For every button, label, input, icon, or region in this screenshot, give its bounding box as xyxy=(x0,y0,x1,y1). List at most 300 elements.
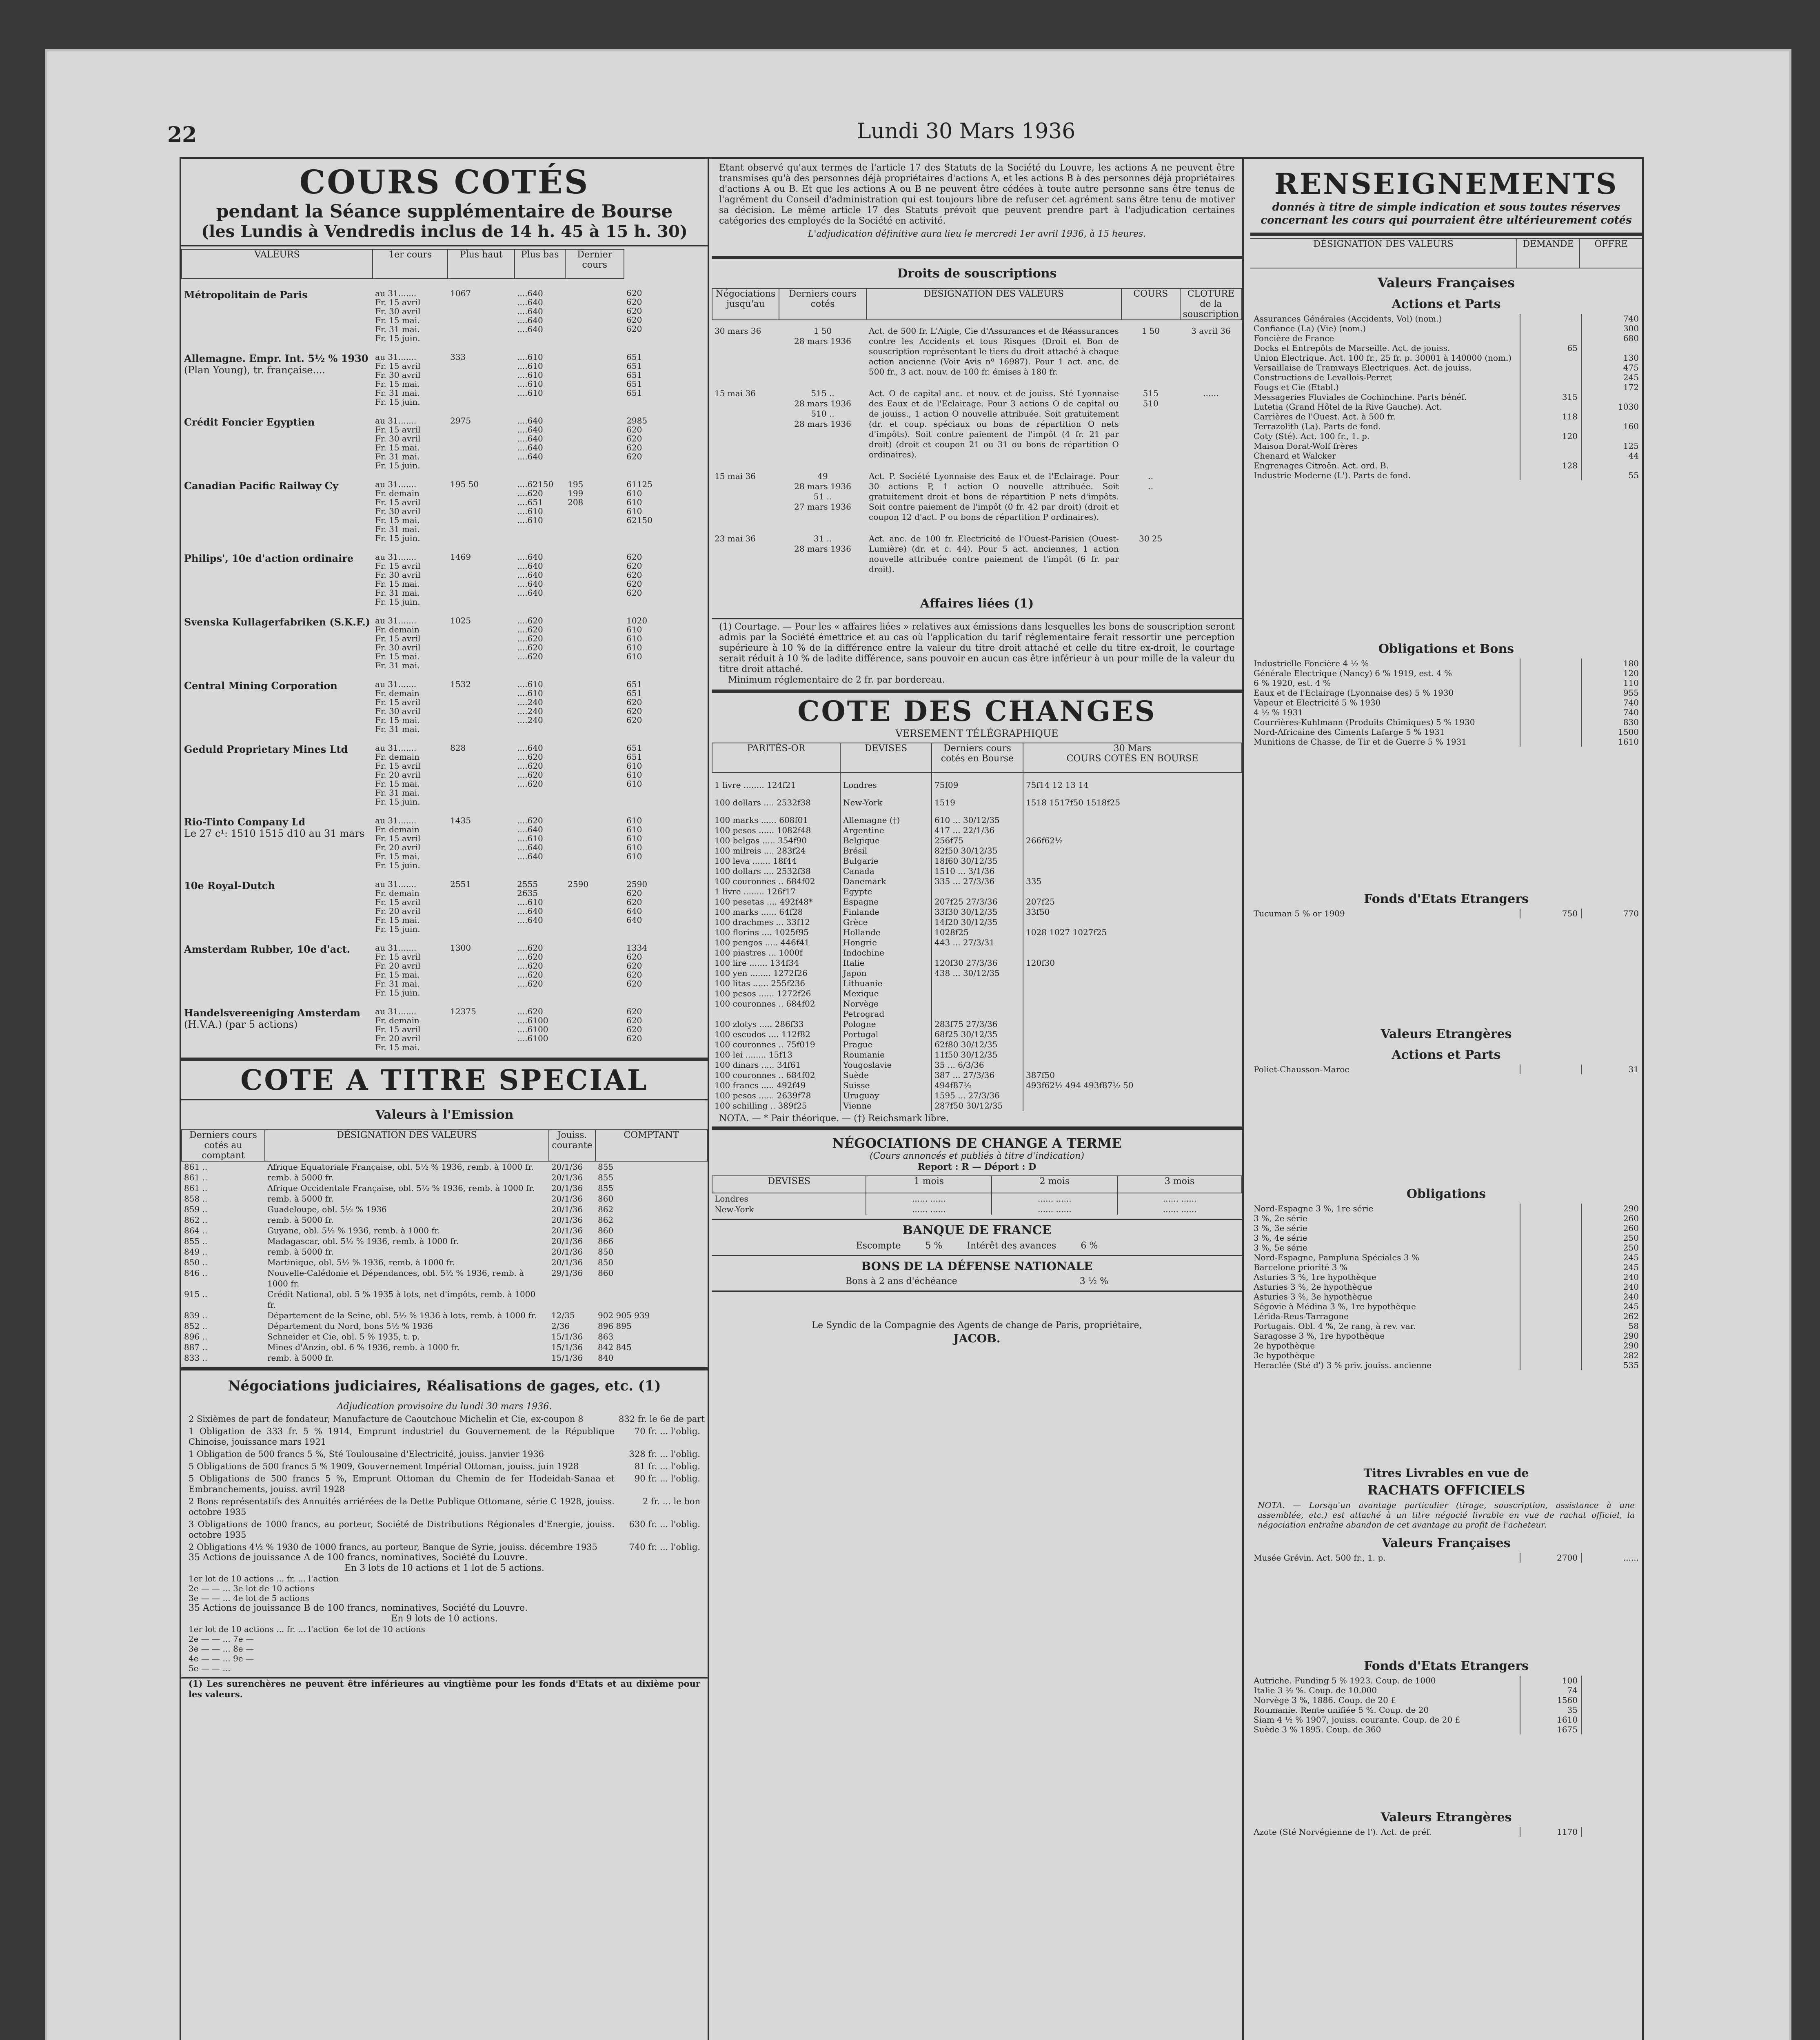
valeur-name: 3 %, 3e série xyxy=(1254,1223,1307,1233)
table-row xyxy=(1250,1213,1642,1223)
cours-c1: 1469 xyxy=(450,552,471,562)
change-parite: 100 belgas ..... 354f90 xyxy=(715,836,807,845)
valeur-name: Lutetia (Grand Hôtel de la Rive Gauche). Act. xyxy=(1254,402,1443,412)
demande-value: 1675 xyxy=(1520,1725,1581,1734)
droits-cours: 49 28 mars 1936 51 .. 27 mars 1936 xyxy=(794,471,851,512)
terme-table xyxy=(712,1175,1242,1215)
lot-line: 2e — — ... 7e — xyxy=(189,1634,254,1644)
change-devise: Canada xyxy=(840,866,932,876)
special-designation: remb. à 5000 fr. xyxy=(267,1194,334,1204)
special-designation: Martinique, obl. 5½ % 1936, remb. à 1000 fr. xyxy=(267,1257,455,1267)
column-changes xyxy=(712,159,1244,2040)
demande-value xyxy=(1520,737,1581,747)
table-row xyxy=(1250,659,1642,668)
change-dernier: 1595 ... 27/3/36 xyxy=(932,1091,1023,1101)
valeur-cell xyxy=(182,343,373,406)
negociations-title: Négociations judiciaires, Réalisations de gages, etc. (1) xyxy=(228,1378,661,1394)
demande-value xyxy=(1520,1064,1581,1074)
demande-value xyxy=(1520,333,1581,343)
special-jouissance: 20/1/36 xyxy=(551,1215,583,1225)
change-cours xyxy=(1023,1009,1242,1019)
special-comptant: 860 xyxy=(598,1194,614,1204)
terme-subtitle: (Cours annoncés et publiés à titre d'indication) xyxy=(870,1151,1084,1161)
valeur-cell xyxy=(182,470,373,543)
change-parite: 100 yen ........ 1272f26 xyxy=(715,968,808,978)
change-dernier xyxy=(932,999,1023,1009)
table-row xyxy=(1250,382,1642,392)
change-parite: 100 couronnes .. 684f02 xyxy=(715,999,815,1009)
special-jouissance: 20/1/36 xyxy=(551,1247,583,1257)
cours-c1: 1300 xyxy=(450,943,471,953)
lot-line: 1er lot de 10 actions ... fr. ... l'action 6e lot de 10 actions xyxy=(189,1624,425,1634)
change-cours xyxy=(1023,1019,1242,1029)
nego-price: 328 fr. ... l'oblig. xyxy=(629,1449,700,1459)
change-devise: Brésil xyxy=(840,846,932,856)
table-row xyxy=(182,1331,707,1342)
terme-header-2mois: 2 mois xyxy=(992,1176,1117,1193)
col-header-designation: DÉSIGNATION DES VALEURS xyxy=(265,1130,549,1161)
change-devise: Uruguay xyxy=(840,1091,932,1101)
table-row xyxy=(1250,1311,1642,1321)
table-row xyxy=(1250,1553,1642,1563)
change-devise: Portugal xyxy=(840,1029,932,1040)
table-row xyxy=(1250,324,1642,333)
demande-value xyxy=(1520,451,1581,461)
table-row xyxy=(1250,688,1642,698)
changes-nota: NOTA. — * Pair théorique. — (†) Reichsmark libre. xyxy=(719,1113,949,1124)
change-devise: Lithuanie xyxy=(840,978,932,989)
cours-c1: 12375 xyxy=(450,1007,476,1016)
cours-c4: 2985 620 620 620 620 xyxy=(626,416,648,461)
valeur-cell xyxy=(182,934,373,997)
offre-value: 120 xyxy=(1581,668,1642,678)
table-row xyxy=(182,1193,707,1204)
valeur-name: Industrielle Foncière 4 ½ % xyxy=(1254,659,1369,668)
table-row xyxy=(712,968,1242,978)
offre-value xyxy=(1581,1695,1642,1705)
special-comptant: 850 xyxy=(598,1247,614,1257)
nego-price: 81 fr. ... l'oblig. xyxy=(634,1461,700,1471)
valeur-name: Eaux et de l'Eclairage (Lyonnaise des) 5 % 1930 xyxy=(1254,688,1454,698)
offre-value: 250 xyxy=(1581,1233,1642,1243)
table-row xyxy=(182,997,708,1052)
special-cours: 896 .. xyxy=(184,1332,208,1342)
change-parite: 100 couronnes .. 684f02 xyxy=(715,1070,815,1080)
special-comptant: 862 xyxy=(598,1204,614,1214)
special-cours: 850 .. xyxy=(184,1257,208,1267)
valeur-name: Engrenages Citroën. Act. ord. B. xyxy=(1254,461,1389,470)
valeur-cell xyxy=(182,279,373,343)
renseignements-body xyxy=(1250,275,1642,1837)
cours-c1: 2551 xyxy=(450,879,471,889)
offre-value: 680 xyxy=(1581,333,1642,343)
col-header-comptant: COMPTANT xyxy=(595,1130,707,1161)
table-row xyxy=(712,927,1242,938)
minimum-note: Minimum réglementaire de 2 fr. par bordereau. xyxy=(728,675,945,685)
page-number: 22 xyxy=(167,122,197,147)
special-comptant: 896 895 xyxy=(598,1321,632,1331)
change-devise: Finlande xyxy=(840,907,932,917)
titres-nota: NOTA. — Lorsqu'un avantage particulier (tirage, souscription, assistance à une assemblée, etc.) est attaché à un titre négocié livrable en vue de rachat officiel, la négociation entraîne abandon de cet avantage au profit de l'acheteur. xyxy=(1258,1500,1635,1530)
rens-header-designation: DÉSIGNATION DES VALEURS xyxy=(1250,239,1517,268)
special-designation: remb. à 5000 fr. xyxy=(267,1215,334,1225)
change-devise: Grèce xyxy=(840,917,932,927)
table-row xyxy=(712,825,1242,836)
offre-value: 290 xyxy=(1581,1341,1642,1350)
valeur-name: Union Electrique. Act. 100 fr., 25 fr. p. 30001 à 140000 (nom.) xyxy=(1254,353,1512,363)
change-devise: Londres xyxy=(840,772,932,790)
change-cours: 75f14 12 13 14 xyxy=(1023,772,1242,790)
spacer xyxy=(1250,1370,1642,1460)
nego-text: 2 Obligations 4½ % 1930 de 1000 francs, au porteur, Banque de Syrie, jouiss. décembre 1935 xyxy=(189,1542,597,1552)
demande-value xyxy=(1520,1321,1581,1331)
louvre-statuts-text: Etant observé qu'aux termes de l'article 17 des Statuts de la Société du Louvre, les actions A ne peuvent être transmises qu'à des personnes déjà propriétaires d'actions A, et les actions B à des personnes déjà propriétaires d'actions A ou B. Et que les actions A ou B ne peuvent être cédées à toute autre personne sans être tenus de l'agrément du Conseil d'administration qui est toujours libre de refuser cet agrément sans être tenu de motiver sa décision. Le même article 17 des Statuts prévoit que peuvent prendre part à l'adjudication certaines catégories des employés de la Société en activité. xyxy=(719,163,1235,226)
valeur-name: Munitions de Chasse, de Tir et de Guerre 5 % 1931 xyxy=(1254,737,1467,747)
change-devise: Roumanie xyxy=(840,1050,932,1060)
cours-c3 xyxy=(565,934,624,997)
table-row xyxy=(712,907,1242,917)
change-parite: 100 leva ....... 18f44 xyxy=(715,856,797,866)
section-title: Valeurs Françaises xyxy=(1377,275,1515,290)
change-devise: Suisse xyxy=(840,1080,932,1091)
demande-value xyxy=(1520,1331,1581,1341)
table-row xyxy=(182,1246,707,1257)
cours-c3 xyxy=(565,279,624,343)
demande-value xyxy=(1520,373,1581,382)
special-designation: Département de la Seine, obl. 5½ % 1936 à lots, remb. à 1000 fr. xyxy=(267,1310,537,1320)
change-devise: Prague xyxy=(840,1040,932,1050)
table-row xyxy=(1250,343,1642,353)
droits-table xyxy=(712,288,1242,580)
versement-telegraphique: VERSEMENT TÉLÉGRAPHIQUE xyxy=(895,728,1059,739)
echeances-cell: au 31....... Fr. demain Fr. 15 avril Fr. 30 avril Fr. 15 mai. Fr. 31 mai. Fr. 15 juin. xyxy=(375,479,421,543)
table-row xyxy=(712,1091,1242,1101)
change-dernier: 438 ... 30/12/35 xyxy=(932,968,1023,978)
demande-value xyxy=(1520,1282,1581,1292)
valeur-name: Chenard et Walcker xyxy=(1254,451,1336,461)
table-row xyxy=(182,1321,707,1331)
change-devise: Hongrie xyxy=(840,938,932,948)
table-row xyxy=(182,806,708,870)
table-row xyxy=(1250,431,1642,441)
change-cours: 33f50 xyxy=(1023,907,1242,917)
offre-value: 110 xyxy=(1581,678,1642,688)
banque-france-rates xyxy=(712,1241,1242,1251)
change-cours xyxy=(1023,808,1242,825)
change-dernier: 68f25 30/12/35 xyxy=(932,1029,1023,1040)
table-row xyxy=(182,1342,707,1353)
demande-value xyxy=(1520,1360,1581,1370)
special-designation: Mines d'Anzin, obl. 6 % 1936, remb. à 1000 fr. xyxy=(267,1342,459,1352)
valeur-name: Nord-Espagne 3 %, 1re série xyxy=(1254,1204,1374,1213)
cours-c2: ....620 ....620 ....620 ....620 ....620 xyxy=(517,616,543,661)
special-cours: 858 .. xyxy=(184,1194,208,1204)
special-cours: 849 .. xyxy=(184,1247,208,1257)
table-row xyxy=(712,383,1242,466)
table-row xyxy=(1250,909,1642,918)
special-cours: 855 .. xyxy=(184,1236,208,1246)
special-designation: Guyane, obl. 5½ % 1936, remb. à 1000 fr. xyxy=(267,1226,440,1235)
offre-value: 160 xyxy=(1581,421,1642,431)
valeur-name: 3 %, 5e série xyxy=(1254,1243,1307,1253)
nego-text: 1 Obligation de 333 fr. 5 % 1914, Emprunt industriel du Gouvernement de la République Chinoise, jouissance mars 1921 xyxy=(189,1426,615,1447)
special-cours: 839 .. xyxy=(184,1310,208,1320)
change-devise: Bulgarie xyxy=(840,856,932,866)
table-row xyxy=(712,989,1242,999)
table-row xyxy=(1250,1064,1642,1074)
offre-value: 290 xyxy=(1581,1331,1642,1341)
change-parite: 100 florins .... 1025f95 xyxy=(715,927,809,937)
table-row xyxy=(1250,1725,1642,1734)
valeur-name: Canadian Pacific Railway Cy xyxy=(184,480,338,492)
change-parite: 100 pengos ..... 446f41 xyxy=(715,938,810,947)
valeur-name: Nord-Africaine des Ciments Lafarge 5 % 1931 xyxy=(1254,727,1445,737)
offre-value: 44 xyxy=(1581,451,1642,461)
col-header-plus-bas: Plus bas xyxy=(515,249,565,279)
change-parite: 100 marks ...... 64f28 xyxy=(715,907,803,917)
cours-c3 xyxy=(565,734,624,806)
table-row xyxy=(182,1215,707,1225)
emission-subtitle: Valeurs à l'Emission xyxy=(375,1108,514,1122)
table-row xyxy=(712,1019,1242,1029)
change-cours: 266f62½ xyxy=(1023,836,1242,846)
cours-c3 xyxy=(565,997,624,1052)
affaires-liees: Affaires liées (1) xyxy=(920,596,1034,611)
cours-c2: ....610 ....610 ....240 ....240 ....240 xyxy=(517,679,543,725)
cours-c3 xyxy=(565,343,624,406)
table-row xyxy=(1250,1233,1642,1243)
special-cours: 861 .. xyxy=(184,1183,208,1193)
valeur-name: Barcelone priorité 3 % xyxy=(1254,1262,1347,1272)
valeur-cell xyxy=(182,806,373,870)
demande-value xyxy=(1520,314,1581,324)
louvre-b-lots xyxy=(181,1624,708,1673)
droits-cloture: ...... xyxy=(1203,388,1219,398)
cours-c2: ....640 ....620 ....620 ....620 ....620 xyxy=(517,743,543,789)
table-row xyxy=(1250,1827,1642,1837)
change-parite: 100 marks ...... 608f01 xyxy=(715,815,808,825)
offre-value: 240 xyxy=(1581,1272,1642,1282)
valeur-name: Industrie Moderne (L'). Parts de fond. xyxy=(1254,470,1411,480)
special-jouissance: 20/1/36 xyxy=(551,1257,583,1267)
lot-line: 4e — — ... 9e — xyxy=(189,1654,254,1663)
special-comptant: 860 xyxy=(598,1268,614,1278)
col-header-plus-haut: Plus haut xyxy=(448,249,515,279)
change-parite: 100 lei ........ 15f13 xyxy=(715,1050,793,1060)
demande-value xyxy=(1520,1213,1581,1223)
change-devise: Espagne xyxy=(840,897,932,907)
table-row xyxy=(712,917,1242,927)
table-row xyxy=(182,1183,707,1193)
table-row xyxy=(1250,1715,1642,1725)
table-row xyxy=(712,1029,1242,1040)
change-parite: 100 schilling .. 389f25 xyxy=(715,1101,807,1111)
change-parite: 100 pesos ...... 1272f26 xyxy=(715,989,811,998)
special-comptant: 855 xyxy=(598,1173,614,1182)
droits-title: Droits de souscriptions xyxy=(897,266,1057,281)
cours-c3 xyxy=(565,806,624,870)
section-title: Actions et Parts xyxy=(1392,297,1501,311)
change-parite: 100 couronnes .. 684f02 xyxy=(715,876,815,886)
valeur-name: Autriche. Funding 5 % 1923. Coup. de 1000 xyxy=(1254,1676,1436,1685)
offre-value: 58 xyxy=(1581,1321,1642,1331)
demande-value: 1610 xyxy=(1520,1715,1581,1725)
change-dernier: 256f75 xyxy=(932,836,1023,846)
change-cours: 1518 1517f50 1518f25 xyxy=(1023,790,1242,808)
change-dernier: 1510 ... 3/1/36 xyxy=(932,866,1023,876)
list-item xyxy=(181,1542,708,1552)
table-row xyxy=(182,279,708,343)
valeur-name: Confiance (La) (Vie) (nom.) xyxy=(1254,324,1366,333)
page-date: Lundi 30 Mars 1936 xyxy=(857,119,1076,144)
table-row xyxy=(1250,1321,1642,1331)
demande-value: 65 xyxy=(1520,343,1581,353)
nego-price: 630 fr. ... l'oblig. xyxy=(629,1519,700,1529)
valeur-name: 3 %, 4e série xyxy=(1254,1233,1307,1243)
page-frame xyxy=(180,157,1644,2040)
change-dernier xyxy=(932,978,1023,989)
cours-c2: ....610 ....610 ....610 ....610 ....610 xyxy=(517,352,543,398)
change-cours xyxy=(1023,999,1242,1009)
section-title: Valeurs Etrangères xyxy=(1381,1810,1512,1825)
col-header-jouissance: Jouiss. courante xyxy=(549,1130,595,1161)
droits-val: .. .. xyxy=(1148,471,1154,491)
offre-value: 240 xyxy=(1581,1282,1642,1292)
change-cours xyxy=(1023,917,1242,927)
section-title: Valeurs Françaises xyxy=(1382,1536,1511,1550)
col-header-derniers-cours: Derniers cours cotés au comptant xyxy=(182,1130,265,1161)
droits-designation: Act. anc. de 100 fr. Electricité de l'Ouest-Parisien (Ouest-Lumière) (dr. et c. 44). Pour 5 act. anciennes, 1 action nouvelle attribuée contre paiement de l'impôt (6 fr. par droit). xyxy=(869,534,1122,574)
list-item xyxy=(181,1426,708,1447)
table-row xyxy=(1250,402,1642,412)
cours-c2: ....640 ....640 ....640 ....640 ....640 xyxy=(517,416,543,461)
demande-value xyxy=(1520,1233,1581,1243)
demande-value xyxy=(1520,1204,1581,1213)
offre-value: 282 xyxy=(1581,1350,1642,1360)
table-row xyxy=(712,897,1242,907)
syndic-name: JACOB. xyxy=(953,1332,1001,1345)
valeur-name: Poliet-Chausson-Maroc xyxy=(1254,1064,1349,1074)
table-row xyxy=(1250,1292,1642,1302)
change-cours xyxy=(1023,846,1242,856)
echeances-cell: au 31....... Fr. 15 avril Fr. 30 avril Fr. 15 mai. Fr. 31 mai. Fr. 15 juin. xyxy=(375,416,421,470)
table-row xyxy=(712,938,1242,948)
lot-line: 3e — — ... 8e — xyxy=(189,1644,254,1654)
table-row xyxy=(1250,1282,1642,1292)
cours-c4: 651 651 651 651 651 xyxy=(626,352,642,398)
special-jouissance xyxy=(549,1289,595,1310)
spacer xyxy=(1250,918,1642,1020)
change-parite: 1 livre ........ 126f17 xyxy=(715,887,796,896)
special-jouissance: 20/1/36 xyxy=(551,1162,583,1172)
lot-line: 5e — — ... xyxy=(189,1663,231,1673)
demande-value: 750 xyxy=(1520,909,1581,918)
terme-header-devises: DEVISES xyxy=(712,1176,866,1193)
cours-c2: ....640 ....640 ....640 ....640 ....640 xyxy=(517,288,543,334)
echeances-cell: au 31....... Fr. 15 avril Fr. 30 avril Fr. 15 mai. Fr. 31 mai. Fr. 15 juin. xyxy=(375,288,421,343)
special-jouissance: 2/36 xyxy=(551,1321,570,1331)
table-row xyxy=(712,856,1242,866)
table-row xyxy=(1250,668,1642,678)
demande-value: 1170 xyxy=(1520,1827,1581,1837)
table-row xyxy=(1250,470,1642,480)
droits-date: 15 mai 36 xyxy=(715,388,756,398)
change-cours xyxy=(1023,938,1242,948)
valeur-name: 6 % 1920, est. 4 % xyxy=(1254,678,1331,688)
cours-c4: 1020 610 610 610 610 xyxy=(626,616,648,661)
table-row xyxy=(712,1204,1242,1215)
special-designation: remb. à 5000 fr. xyxy=(267,1353,334,1363)
change-devise: Vienne xyxy=(840,1101,932,1111)
terme-cell: ...... ...... xyxy=(992,1193,1117,1204)
section-title: Actions et Parts xyxy=(1392,1048,1501,1062)
special-comptant: 860 xyxy=(598,1226,614,1235)
special-designation: Schneider et Cie, obl. 5 % 1935, t. p. xyxy=(267,1332,420,1342)
change-cours xyxy=(1023,1050,1242,1060)
nego-price: 70 fr. ... l'oblig. xyxy=(634,1426,700,1436)
offre-value: 172 xyxy=(1581,382,1642,392)
special-jouissance: 20/1/36 xyxy=(551,1194,583,1204)
table-row xyxy=(1250,727,1642,737)
louvre-a-lots-note: En 3 lots de 10 actions et 1 lot de 5 actions. xyxy=(344,1563,544,1573)
table-row xyxy=(712,948,1242,958)
section-title: Titres Livrables en vue de xyxy=(1363,1466,1529,1480)
cours-c1: 1435 xyxy=(450,816,471,825)
section-title: Obligations xyxy=(1406,1187,1486,1201)
demande-value xyxy=(1520,659,1581,668)
offre-value: 300 xyxy=(1581,324,1642,333)
table-row xyxy=(1250,412,1642,421)
avances-label: Intérêt des avances xyxy=(967,1241,1056,1251)
cours-c2: ....640 ....640 ....640 ....640 ....640 xyxy=(517,552,543,598)
valeur-sub: (Plan Young), tr. française.... xyxy=(184,364,326,376)
lot-line: 3e — — ... 4e lot de 5 actions xyxy=(189,1593,309,1603)
table-row xyxy=(1250,333,1642,343)
change-cours: 207f25 xyxy=(1023,897,1242,907)
special-cours: 861 .. xyxy=(184,1173,208,1182)
offre-value: 1610 xyxy=(1581,737,1642,747)
cours-c3 xyxy=(565,606,624,670)
cours-c4: 610 610 610 610 610 xyxy=(626,816,642,861)
special-comptant: 855 xyxy=(598,1183,614,1193)
demande-value xyxy=(1520,707,1581,717)
valeur-name: Handelsvereeniging Amsterdam xyxy=(184,1007,361,1019)
special-cours: 887 .. xyxy=(184,1342,208,1352)
change-parite: 100 escudos .... 112f82 xyxy=(715,1029,810,1039)
negociations-list xyxy=(181,1414,708,1552)
offre-value: 250 xyxy=(1581,1243,1642,1253)
valeur-name: Asturies 3 %, 3e hypothèque xyxy=(1254,1292,1373,1302)
table-row xyxy=(1250,1350,1642,1360)
lot-line: 1er lot de 10 actions ... fr. ... l'action xyxy=(189,1574,339,1583)
demande-value xyxy=(1520,1311,1581,1321)
louvre-a: 35 Actions de jouissance A de 100 francs, nominatives, Société du Louvre. xyxy=(189,1552,528,1563)
special-designation: Nouvelle-Calédonie et Dépendances, obl. 5½ % 1936, remb. à 1000 fr. xyxy=(267,1268,524,1288)
nego-text: 1 Obligation de 500 francs 5 %, Sté Toulousaine d'Electricité, jouiss. janvier 1936 xyxy=(189,1449,544,1459)
demande-value xyxy=(1520,421,1581,431)
valeur-name: Ségovie à Médina 3 %, 1re hypothèque xyxy=(1254,1302,1416,1311)
demande-value xyxy=(1520,1272,1581,1282)
demande-value xyxy=(1520,441,1581,451)
special-comptant: 842 845 xyxy=(598,1342,632,1352)
valeur-name: Svenska Kullagerfabriken (S.K.F.) xyxy=(184,616,371,628)
valeur-name: Rio-Tinto Company Ld xyxy=(184,816,306,828)
valeur-name: Lérida-Reus-Tarragone xyxy=(1254,1311,1349,1321)
offre-value: 740 xyxy=(1581,707,1642,717)
special-designation: Afrique Equatoriale Française, obl. 5½ % 1936, remb. à 1000 fr. xyxy=(267,1162,534,1172)
courtage-note: (1) Courtage. — Pour les « affaires liées » relatives aux émissions dans lesquelles les bons de souscription seront admis par la Société émettrice et au cas où l'application du tarif réglementaire ferait ressortir une perception supérieure à 10 % de la différence entre la valeur du titre droit attaché et celle du titre ex-droit, le courtage serait réduit à 10 % de ladite différence, sans pouvoir en aucun cas être inférieur à un pour mille de la valeur du titre droit attaché. xyxy=(719,622,1235,674)
renseignements-title: RENSEIGNEMENTS xyxy=(1274,167,1618,201)
